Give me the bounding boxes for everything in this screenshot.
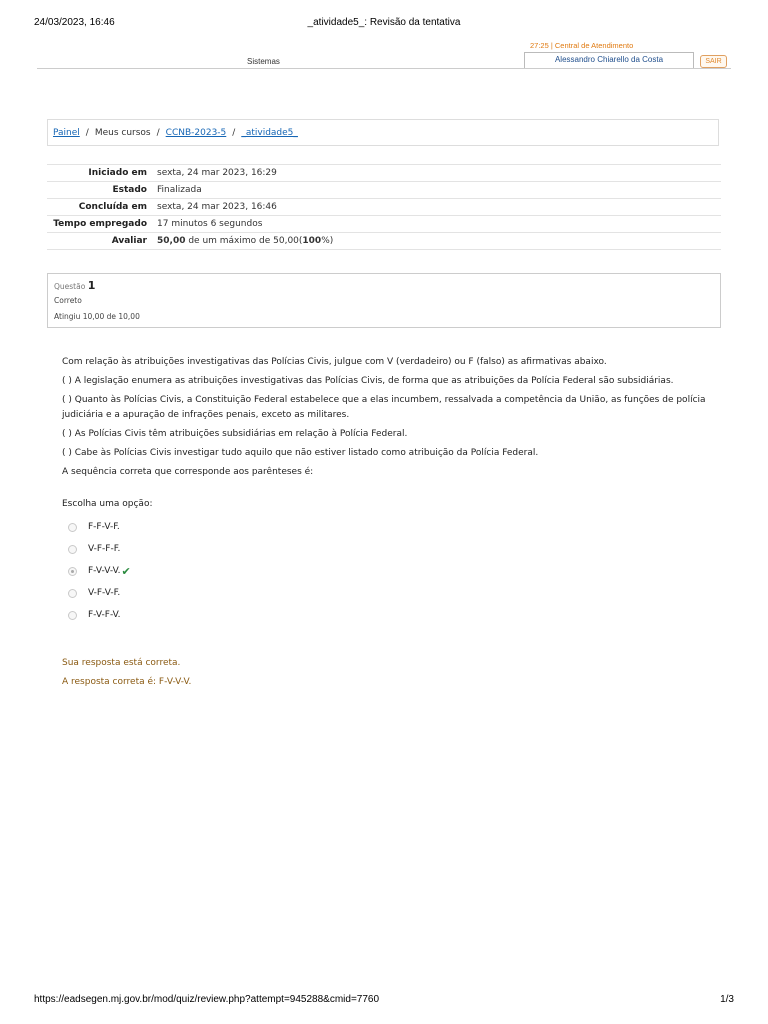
option-label: F-V-F-V. <box>88 610 121 620</box>
question-info-box <box>47 273 721 328</box>
summary-label: Estado <box>112 185 147 195</box>
question-number <box>54 279 714 292</box>
question-label: Questão <box>54 282 86 291</box>
grade-value <box>147 235 333 248</box>
answer-option[interactable] <box>62 582 462 604</box>
grade-middle: de um máximo de 50,00( <box>185 236 303 246</box>
feedback-correct: Sua resposta está correta. <box>62 658 181 668</box>
summary-value: Finalizada <box>157 185 202 195</box>
summary-label: Tempo empregado <box>53 219 147 229</box>
summary-row-started <box>47 165 721 182</box>
radio-button[interactable] <box>68 589 77 598</box>
breadcrumb-meus-cursos: Meus cursos <box>94 128 151 138</box>
option-label: F-V-V-V. <box>88 566 121 576</box>
feedback-right-answer: A resposta correta é: F-V-V-V. <box>62 677 192 687</box>
print-title: _atividade5_: Revisão da tentativa <box>307 17 461 28</box>
breadcrumb-separator: / <box>156 128 160 138</box>
print-datetime: 24/03/2023, 16:46 <box>34 17 115 28</box>
question-paragraph: ( ) Quanto às Polícias Civis, a Constituição Federal estabelece que a elas incumbem, ressalvada a competência da União, as funções de polícia judiciária e a apuração de infrações penais, exceto as militares. <box>62 395 706 420</box>
radio-button[interactable] <box>68 545 77 554</box>
logout-button[interactable]: SAIR <box>700 55 727 68</box>
question-paragraph: ( ) As Polícias Civis têm atribuições subsidiárias em relação à Polícia Federal. <box>62 429 408 439</box>
breadcrumb <box>47 119 719 146</box>
print-header <box>34 17 734 31</box>
session-timer-support-link[interactable]: 27:25 | Central de Atendimento <box>530 41 634 50</box>
user-name-box[interactable]: Alessandro Chiarello da Costa <box>524 52 694 68</box>
breadcrumb-separator: / <box>232 128 236 138</box>
option-label: F-F-V-F. <box>88 522 120 532</box>
question-paragraph: Com relação às atribuições investigativas das Polícias Civis, julgue com V (verdadeiro) ou F (falso) as afirmativas abaixo. <box>62 357 607 367</box>
breadcrumb-painel-link[interactable]: Painel <box>53 128 80 138</box>
summary-row-time-taken <box>47 216 721 233</box>
summary-row-grade <box>47 233 721 250</box>
radio-button-checked[interactable] <box>68 567 77 576</box>
answer-option[interactable] <box>62 604 462 626</box>
grade-percent: 100 <box>302 236 322 246</box>
question-state: Correto <box>54 296 82 305</box>
summary-value: 17 minutos 6 segundos <box>157 219 263 229</box>
site-topbar <box>37 38 731 70</box>
summary-label: Avaliar <box>111 236 147 246</box>
grade-end: %) <box>321 236 334 246</box>
topbar-divider <box>37 68 731 69</box>
question-feedback <box>62 654 191 692</box>
question-paragraph: A sequência correta que corresponde aos parênteses é: <box>62 467 314 477</box>
sistemas-menu-link[interactable]: Sistemas <box>247 57 280 66</box>
radio-button[interactable] <box>68 611 77 620</box>
summary-label: Concluída em <box>78 202 147 212</box>
summary-label: Iniciado em <box>88 168 147 178</box>
radio-button[interactable] <box>68 523 77 532</box>
breadcrumb-activity-link[interactable]: _atividade5_ <box>241 128 298 138</box>
question-mark: Atingiu 10,00 de 10,00 <box>54 312 140 321</box>
question-text <box>62 355 712 484</box>
answer-option[interactable] <box>62 538 462 560</box>
answer-option-selected[interactable] <box>62 560 462 582</box>
print-page-number: 1/3 <box>720 994 734 1005</box>
print-footer <box>34 994 734 1008</box>
answer-prompt: Escolha uma opção: <box>62 499 153 509</box>
summary-row-state <box>47 182 721 199</box>
print-url: https://eadsegen.mj.gov.br/mod/quiz/review.php?attempt=945288&cmid=7760 <box>34 994 380 1005</box>
summary-value: sexta, 24 mar 2023, 16:29 <box>157 168 277 178</box>
summary-value: sexta, 24 mar 2023, 16:46 <box>157 202 277 212</box>
question-paragraph: ( ) Cabe às Polícias Civis investigar tudo aquilo que não estiver listado como atribuição da Polícia Federal. <box>62 448 539 458</box>
breadcrumb-course-link[interactable]: CCNB-2023-5 <box>165 128 227 138</box>
answer-option[interactable] <box>62 516 462 538</box>
attempt-summary-table <box>47 164 721 250</box>
grade-score: 50,00 <box>157 236 186 246</box>
answer-block <box>62 497 462 626</box>
option-label: V-F-F-F. <box>88 544 121 554</box>
option-label: V-F-V-F. <box>88 588 121 598</box>
question-number-value: 1 <box>87 279 96 292</box>
correct-check-icon: ✔ <box>121 564 131 578</box>
question-paragraph: ( ) A legislação enumera as atribuições investigativas das Polícias Civis, de forma que as atribuições da Polícia Federal são subsidiárias. <box>62 376 674 386</box>
summary-row-completed <box>47 199 721 216</box>
breadcrumb-separator: / <box>85 128 89 138</box>
